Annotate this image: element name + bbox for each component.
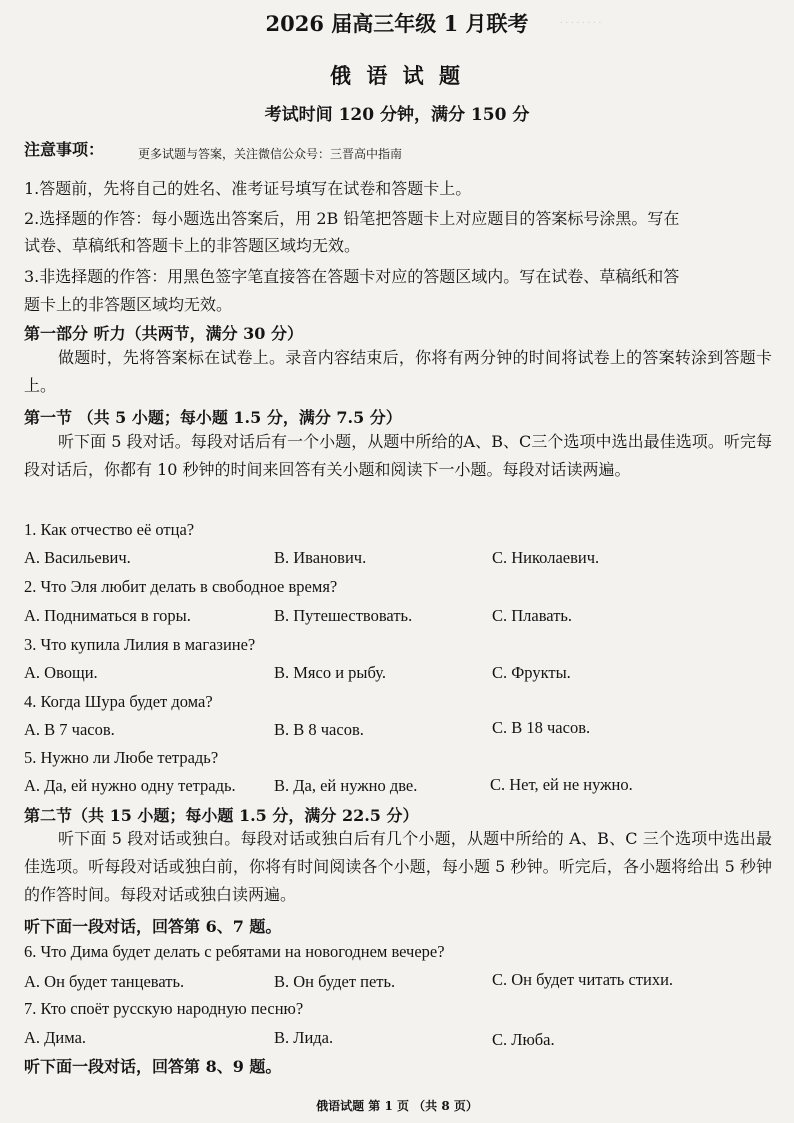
- option-a: A. Да, ей нужно одну тетрадь.: [24, 776, 236, 795]
- question: 2. Что Эля любит делать в свободное время?: [24, 577, 338, 596]
- question: 6. Что Дима будет делать с ребятами на новогоднем вечере?: [24, 942, 445, 961]
- option-b: B. Лида.: [274, 1028, 334, 1047]
- notice-item: 2.选择题的作答：每小题选出答案后，用 2B 铅笔把答题卡上对应题目的答案标号涂黑。写在: [24, 209, 680, 228]
- option-c: C. Фрукты.: [492, 663, 571, 682]
- section2-intro: 听下面 5 段对话或独白。每段对话或独白后有几个小题，从题中所给的 A、B、C 三个选项中选出最佳选项。听每段对话或独白前，你将有时间阅读各个小题，每小题 5 秒钟。听完后，各小题将给出 5 秒钟的作答时间。每段对话或独白读两遍。: [24, 829, 772, 904]
- notice-item: 题卡上的非答题区域均无效。: [24, 295, 233, 314]
- option-a: A. Васильевич.: [24, 548, 131, 567]
- bleed-through-texture: . . . . . . . .: [560, 14, 602, 26]
- option-c: C. В 18 часов.: [492, 718, 591, 737]
- section2-heading: 第二节（共 15 小题；每小题 1.5 分，满分 22.5 分）: [24, 806, 419, 825]
- option-a: A. Он будет танцевать.: [24, 972, 185, 991]
- option-b: B. Да, ей нужно две.: [274, 776, 418, 795]
- option-b: B. В 8 часов.: [274, 720, 364, 739]
- option-c: C. Люба.: [492, 1030, 555, 1049]
- option-c: C. Николаевич.: [492, 548, 600, 567]
- option-b: B. Он будет петь.: [274, 972, 396, 991]
- option-b: B. Мясо и рыбу.: [274, 663, 386, 682]
- option-a: A. Овощи.: [24, 663, 98, 682]
- question: 4. Когда Шура будет дома?: [24, 692, 213, 711]
- section1-intro: 听下面 5 段对话。每段对话后有一个小题，从题中所给的A、B、C三个选项中选出最佳选项。听完每段对话后，你都有 10 秒钟的时间来回答有关小题和阅读下一小题。每段对话读两遍。: [24, 432, 772, 479]
- option-b: B. Путешествовать.: [274, 606, 413, 625]
- notice-label: 注意事项：: [24, 140, 105, 159]
- part1-intro: 做题时，先将答案标在试卷上。录音内容结束后，你将有两分钟的时间将试卷上的答案转涂到答题卡上。: [24, 348, 772, 395]
- subject-title: 俄 语 试 题: [330, 63, 464, 88]
- option-c: C. Нет, ей не нужно.: [490, 775, 633, 794]
- page-footer: 俄语试题 第 1 页 （共 8 页）: [316, 1099, 478, 1113]
- notice-item: 试卷、草稿纸和答题卡上的非答题区域均无效。: [24, 236, 361, 255]
- option-c: C. Плавать.: [492, 606, 573, 625]
- part1-heading: 第一部分 听力（共两节，满分 30 分）: [24, 324, 303, 343]
- promo-text: 更多试题与答案，关注微信公众号：三晋高中指南: [138, 147, 403, 161]
- option-a: A. В 7 часов.: [24, 720, 115, 739]
- question: 7. Кто споёт русскую народную песню?: [24, 999, 304, 1018]
- notice-item: 1.答题前，先将自己的姓名、准考证号填写在试卷和答题卡上。: [24, 179, 472, 198]
- option-c: C. Он будет читать стихи.: [492, 970, 674, 989]
- notice-item: 3.非选择题的作答：用黑色签字笔直接答在答题卡对应的答题区域内。写在试卷、草稿纸和答: [24, 267, 680, 286]
- dialog-label: 听下面一段对话，回答第 8、9 题。: [24, 1057, 282, 1076]
- time-score: 考试时间 120 分钟，满分 150 分: [264, 105, 530, 125]
- option-b: B. Иванович.: [274, 548, 367, 567]
- section1-heading: 第一节 （共 5 小题；每小题 1.5 分，满分 7.5 分）: [24, 408, 402, 427]
- question: 1. Как отчество её отца?: [24, 520, 195, 539]
- exam-title: 2026 届高三年级 1 月联考: [265, 11, 529, 36]
- dialog-label: 听下面一段对话，回答第 6、7 题。: [24, 917, 282, 936]
- question: 5. Нужно ли Любе тетрадь?: [24, 748, 219, 767]
- question: 3. Что купила Лилия в магазине?: [24, 635, 256, 654]
- option-a: A. Подниматься в горы.: [24, 606, 191, 625]
- option-a: A. Дима.: [24, 1028, 87, 1047]
